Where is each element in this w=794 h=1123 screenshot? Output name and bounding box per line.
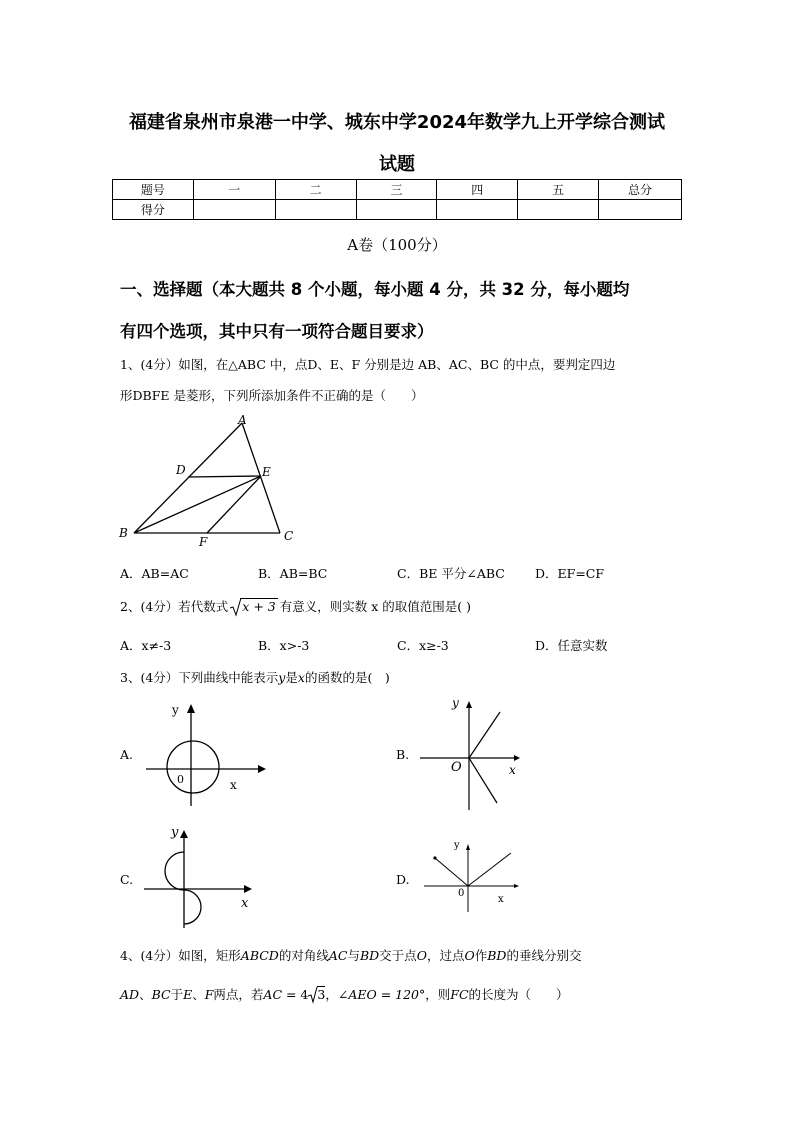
q4-text: 的对角线	[278, 948, 329, 963]
q4-text-line2	[120, 985, 569, 1003]
y-arrow-icon	[466, 701, 472, 708]
y-label: y	[454, 840, 460, 851]
score-empty-cell[interactable]	[437, 200, 518, 220]
q4-var-ac: AC	[328, 948, 348, 963]
score-table-score-row	[113, 200, 682, 220]
q4-var-o: O	[464, 948, 475, 963]
q1-option-b[interactable]: B．AB=BC	[258, 566, 328, 581]
x-label: x	[498, 894, 504, 905]
score-table-header-row	[113, 180, 682, 200]
q4-text: 4、(4分）如图，矩形	[120, 948, 241, 963]
q4-text: 交于点	[379, 948, 417, 963]
doc-title-line1: 福建省泉州市泉港一中学、城东中学2024年数学九上开学综合测试	[128, 112, 666, 133]
score-cell: 题号	[113, 180, 194, 200]
x-arrow-icon	[244, 885, 252, 893]
q3-var-x: x	[297, 670, 305, 685]
score-empty-cell[interactable]	[275, 200, 356, 220]
q4-equation: = 4	[282, 987, 309, 1002]
origin-label: O	[451, 760, 462, 775]
q4-var-o: O	[416, 948, 427, 963]
x-label: x	[509, 763, 516, 777]
q4-text: 的长度为（ ）	[468, 987, 569, 1002]
section-heading-line2: 有四个选项，其中只有一项符合题目要求）	[120, 322, 434, 341]
q4-text: 的垂线分别交	[506, 948, 582, 963]
q4-var-bc: BC	[151, 987, 171, 1002]
q1-option-d[interactable]: D．EF=CF	[535, 566, 605, 581]
q2-option-d[interactable]: D．任意实数	[535, 638, 608, 653]
sqrt-symbol-icon	[308, 986, 318, 1004]
x-arrow-icon	[514, 755, 520, 761]
q3-graph-c[interactable]	[140, 822, 265, 932]
ray-right	[468, 853, 511, 886]
section-heading-line1: 一、选择题（本大题共 8 个小题，每小题 4 分，共 32 分，每小题均	[120, 280, 630, 299]
label-c: C	[284, 529, 294, 543]
doc-title-line2: 试题	[379, 154, 415, 175]
circle-curve	[167, 741, 219, 793]
ray-up	[469, 712, 500, 758]
q2-sqrt	[230, 599, 277, 614]
q4-sqrt	[308, 987, 325, 1002]
q4-text: 于	[170, 987, 184, 1002]
q4-var-bd: BD	[487, 948, 507, 963]
q2-text	[120, 597, 471, 615]
ray-down	[469, 758, 497, 803]
q1-text-line2: 形DBFE 是菱形，下列所添加条件不正确的是（ ）	[120, 388, 424, 403]
q3-text-before: 3、(4分）下列曲线中能表示	[120, 670, 279, 685]
q3-text-mid: 是	[285, 670, 298, 685]
q2-text-after: 有意义，则实数 x 的取值范围是( )	[279, 599, 471, 614]
y-label: y	[171, 825, 179, 840]
score-empty-cell[interactable]	[518, 200, 599, 220]
q4-var-bd: BD	[359, 948, 380, 963]
segment-be	[134, 476, 261, 533]
origin-label: 0	[458, 888, 465, 899]
label-d: D	[176, 463, 186, 477]
q4-rect-name: ABCD	[240, 948, 279, 963]
segment-de	[188, 476, 261, 477]
q3-option-c-label[interactable]: C.	[120, 872, 134, 887]
q2-text-before: 2、(4分）若代数式	[120, 599, 229, 614]
score-cell: 五	[518, 180, 599, 200]
q3-option-d-label[interactable]: D.	[396, 872, 410, 887]
y-arrow-icon	[180, 830, 188, 838]
q4-text: 作	[474, 948, 488, 963]
q3-graph-d[interactable]	[420, 832, 530, 917]
q4-var-ac: AC	[263, 987, 283, 1002]
volume-heading: A卷（100分）	[347, 236, 447, 254]
q1-triangle-figure	[112, 412, 312, 552]
q4-var-f: F	[204, 987, 214, 1002]
curve-upper-half	[165, 852, 184, 890]
score-empty-cell[interactable]	[356, 200, 437, 220]
score-cell: 一	[193, 180, 275, 200]
q1-option-c[interactable]: C．BE 平分∠ABC	[397, 566, 505, 581]
q3-text-after: 的函数的是( )	[304, 670, 390, 685]
x-label: x	[230, 778, 237, 792]
q3-option-b-label[interactable]: B.	[396, 747, 410, 762]
q2-radicand: x + 3	[242, 599, 276, 614]
q4-text: 、	[192, 987, 205, 1002]
score-cell: 总分	[599, 180, 682, 200]
y-arrow-icon	[187, 704, 195, 713]
y-arrow-icon	[466, 844, 470, 850]
q4-text: ，则	[425, 987, 451, 1002]
q4-var-fc: FC	[450, 987, 469, 1002]
q4-text: 、	[139, 987, 152, 1002]
q4-text: ，过点	[426, 948, 465, 963]
edge-ab	[134, 423, 242, 533]
y-label: y	[172, 703, 179, 717]
q1-text-line1: 1、(4分）如图，在△ABC 中，点D、E、F 分别是边 AB、AC、BC 的中点，要判定四边	[120, 357, 616, 372]
segment-fe	[207, 476, 261, 533]
endpoint-dot	[433, 856, 436, 859]
y-label: y	[452, 696, 459, 710]
x-label: x	[241, 896, 249, 911]
q4-angle: ∠AEO = 120°	[337, 987, 426, 1002]
q4-var-ad: AD	[120, 987, 140, 1002]
label-b: B	[119, 526, 128, 540]
label-f: F	[199, 535, 208, 549]
origin-label: 0	[177, 773, 184, 786]
q4-text: 两点，若	[213, 987, 264, 1002]
q3-option-a-label[interactable]: A.	[120, 747, 134, 762]
curve-lower-half	[184, 890, 201, 924]
q3-text	[120, 668, 390, 686]
q3-var-y: y	[278, 670, 286, 685]
edge-ac	[242, 423, 280, 533]
q4-text: ，	[325, 987, 338, 1002]
q4-text: 与	[347, 948, 360, 963]
ray-left	[435, 858, 468, 886]
score-empty-cell[interactable]	[599, 200, 682, 220]
score-label-cell: 得分	[113, 200, 194, 220]
score-cell: 二	[275, 180, 356, 200]
label-a: A	[238, 413, 247, 427]
q4-var-e: E	[183, 987, 193, 1002]
sqrt-symbol-icon	[230, 597, 242, 617]
q4-radicand: 3	[317, 987, 326, 1002]
x-arrow-icon	[514, 884, 519, 888]
score-table	[112, 179, 682, 220]
score-cell: 三	[356, 180, 437, 200]
score-cell: 四	[437, 180, 518, 200]
q3-graph-a[interactable]	[140, 698, 270, 808]
label-e: E	[262, 465, 271, 479]
q2-option-a[interactable]: A．x≠-3	[120, 638, 172, 653]
q2-option-c[interactable]: C．x≥-3	[397, 638, 449, 653]
score-empty-cell[interactable]	[193, 200, 275, 220]
q1-option-a[interactable]: A．AB=AC	[120, 566, 189, 581]
q3-graph-b[interactable]	[418, 692, 528, 812]
q2-option-b[interactable]: B．x>-3	[258, 638, 310, 653]
x-arrow-icon	[258, 765, 266, 773]
q4-text-line1	[120, 946, 581, 964]
